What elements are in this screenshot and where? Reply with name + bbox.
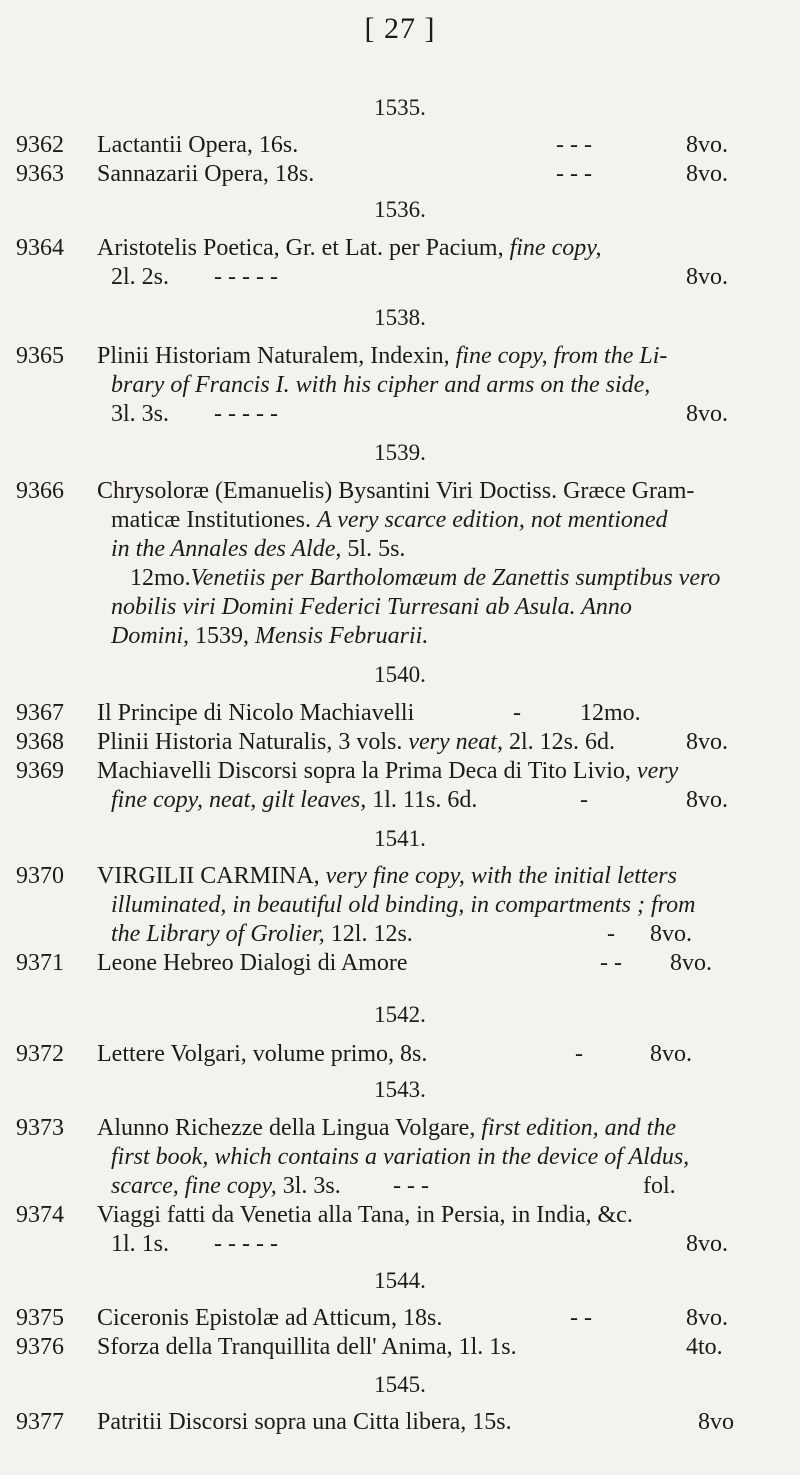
leader-dashes: - - - xyxy=(393,1173,429,1199)
entry-note: very neat, xyxy=(408,729,503,755)
leader-dashes: - - xyxy=(600,950,622,976)
entry-number: 9364 xyxy=(16,235,64,261)
entry-price: 5l. 5s. xyxy=(347,536,406,562)
year-heading-1544: 1544. xyxy=(374,1268,426,1293)
leader-dashes: - - - xyxy=(556,161,592,187)
entry-number: 9363 xyxy=(16,161,64,187)
year-heading-1538: 1538. xyxy=(374,305,426,330)
entry-title: Chrysoloræ (Emanuelis) Bysantini Viri Doctiss. Græce Gram- xyxy=(97,478,695,504)
entry-number: 9377 xyxy=(16,1409,64,1435)
leader-dashes: - - - - - xyxy=(214,401,278,427)
entry-note: fine copy, from the Li- xyxy=(455,343,668,369)
entry-format: 8vo. xyxy=(650,1041,692,1067)
entry-title: Ciceronis Epistolæ ad Atticum, 18s. xyxy=(97,1305,443,1331)
leader-dashes: - xyxy=(607,921,615,947)
leader-dashes: - - xyxy=(570,1305,592,1331)
entry-title: Il Principe di Nicolo Machiavelli xyxy=(97,700,415,726)
year-heading-1541: 1541. xyxy=(374,826,426,851)
entry-title: Leone Hebreo Dialogi di Amore xyxy=(97,950,408,976)
entry-note: first edition, and the xyxy=(481,1115,676,1141)
entry-note-cont: in the Annales des Alde, 5l. 5s. xyxy=(111,536,406,562)
entry-note: illuminated, in beautiful old binding, in compartments ; from xyxy=(111,892,696,918)
entry-number: 9375 xyxy=(16,1305,64,1331)
entry-format: 8vo. xyxy=(650,921,692,947)
entry-price: 2l. 2s. xyxy=(111,264,170,290)
entry-title: Plinii Historia Naturalis, 3 vols. very neat, 2l. 12s. 6d. xyxy=(97,729,615,755)
entry-note: very fine copy, with the initial letters xyxy=(325,863,677,889)
entry-number: 9369 xyxy=(16,758,64,784)
entry-price: 3l. 3s. xyxy=(111,401,170,427)
entry-format: 8vo. xyxy=(686,132,728,158)
entry-title: Machiavelli Discorsi sopra la Prima Deca di Tito Livio, very xyxy=(97,758,679,784)
leader-dashes: - - - - - xyxy=(214,1231,278,1257)
entry-format: 8vo. xyxy=(686,401,728,427)
entry-note: first book, which contains a variation in the device of Aldus, xyxy=(111,1144,690,1170)
entry-number: 9374 xyxy=(16,1202,64,1228)
entry-note: brary of Francis I. with his cipher and arms on the side, xyxy=(111,372,651,398)
entry-title: Sannazarii Opera, 18s. xyxy=(97,161,315,187)
year-heading-1543: 1543. xyxy=(374,1077,426,1102)
entry-format: 8vo. xyxy=(686,729,728,755)
page-number-header: [ 27 ] xyxy=(364,12,436,45)
entry-note: A very scarce edition, not mentioned xyxy=(316,507,668,533)
entry-format: 8vo. xyxy=(686,1305,728,1331)
entry-format: 8vo. xyxy=(686,264,728,290)
entry-number: 9362 xyxy=(16,132,64,158)
entry-note: fine copy, xyxy=(509,235,602,261)
entry-number: 9365 xyxy=(16,343,64,369)
entry-price: 1l. 11s. 6d. xyxy=(372,787,478,813)
entry-number: 9366 xyxy=(16,478,64,504)
entry-title: VIRGILII CARMINA, very fine copy, with the initial letters xyxy=(97,863,677,889)
entry-number: 9371 xyxy=(16,950,64,976)
imprint-line: 12mo.Venetiis per Bartholomæum de Zanettis sumptibus vero xyxy=(130,565,721,591)
imprint-line: Domini, 1539, Mensis Februarii. xyxy=(111,623,429,649)
entry-format: 12mo. xyxy=(580,700,641,726)
entry-title: Lactantii Opera, 16s. xyxy=(97,132,299,158)
entry-note-cont: scarce, fine copy, 3l. 3s. xyxy=(111,1173,341,1199)
entry-note: very xyxy=(636,758,679,784)
entry-number: 9368 xyxy=(16,729,64,755)
entry-format: 8vo. xyxy=(686,1231,728,1257)
entry-title: Patritii Discorsi sopra una Citta libera, 15s. xyxy=(97,1409,512,1435)
entry-title: Alunno Richezze della Lingua Volgare, first edition, and the xyxy=(97,1115,676,1141)
entry-number: 9372 xyxy=(16,1041,64,1067)
entry-title: Sforza della Tranquillita dell' Anima, 1l. 1s. xyxy=(97,1334,517,1360)
entry-note-cont: the Library of Grolier, 12l. 12s. xyxy=(111,921,413,947)
leader-dashes: - - - xyxy=(556,132,592,158)
entry-number: 9370 xyxy=(16,863,64,889)
entry-number: 9376 xyxy=(16,1334,64,1360)
entry-price: 3l. 3s. xyxy=(282,1173,341,1199)
year-heading-1536: 1536. xyxy=(374,197,426,222)
entry-price: 2l. 12s. 6d. xyxy=(508,729,615,755)
entry-note-cont: fine copy, neat, gilt leaves, 1l. 11s. 6d. xyxy=(111,787,478,813)
leader-dashes: - - - - - xyxy=(214,264,278,290)
leader-dashes: - xyxy=(575,1041,583,1067)
entry-price: 1l. 1s. xyxy=(111,1231,170,1257)
entry-format: 4to. xyxy=(686,1334,723,1360)
entry-title: Plinii Historiam Naturalem, Indexin, fine copy, from the Li- xyxy=(97,343,668,369)
entry-title: Aristotelis Poetica, Gr. et Lat. per Pacium, fine copy, xyxy=(97,235,602,261)
entry-title: Lettere Volgari, volume primo, 8s. xyxy=(97,1041,428,1067)
entry-price: 12l. 12s. xyxy=(330,921,413,947)
entry-format: 8vo. xyxy=(686,787,728,813)
entry-format: 8vo. xyxy=(686,161,728,187)
entry-title: Viaggi fatti da Venetia alla Tana, in Persia, in India, &c. xyxy=(97,1202,633,1228)
entry-number: 9373 xyxy=(16,1115,64,1141)
entry-title-cont: maticæ Institutiones. A very scarce edition, not mentioned xyxy=(111,507,668,533)
entry-format: fol. xyxy=(643,1173,676,1199)
entry-format: 8vo. xyxy=(670,950,712,976)
entry-number: 9367 xyxy=(16,700,64,726)
leader-dashes: - xyxy=(513,700,521,726)
imprint-line: nobilis viri Domini Federici Turresani ab Asula. Anno xyxy=(111,594,632,620)
year-heading-1545: 1545. xyxy=(374,1372,426,1397)
year-heading-1542: 1542. xyxy=(374,1002,426,1027)
entry-format: 8vo xyxy=(698,1409,734,1435)
year-heading-1535: 1535. xyxy=(374,95,426,120)
year-heading-1539: 1539. xyxy=(374,440,426,465)
leader-dashes: - xyxy=(580,787,588,813)
year-heading-1540: 1540. xyxy=(374,662,426,687)
